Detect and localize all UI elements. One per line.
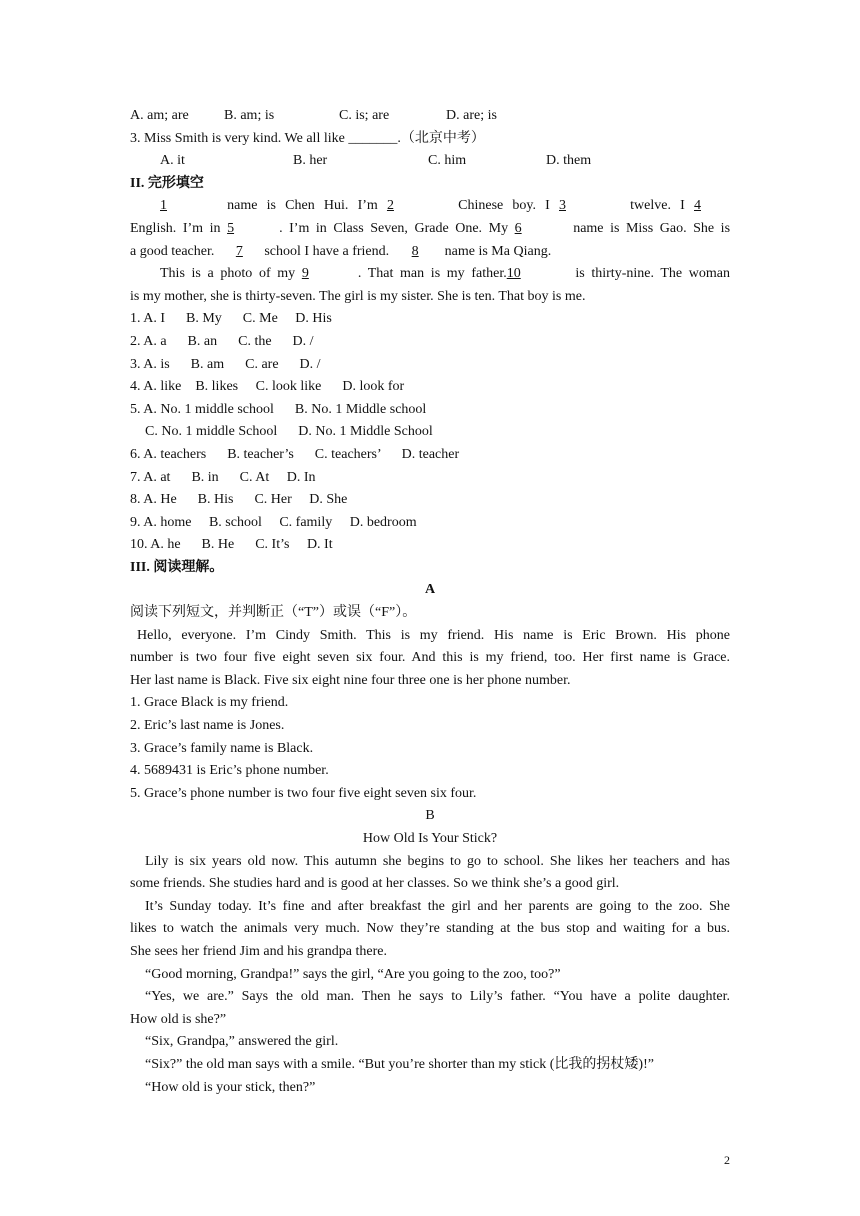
reading-a-question: 1. Grace Black is my friend.: [130, 695, 289, 711]
cloze-p1-line1: [130, 195, 730, 218]
reading-b-text-line: How old is she?”: [130, 1011, 227, 1027]
cloze-option-row: 2. A. a B. an C. the D. /: [130, 333, 314, 349]
cloze-option-row: C. No. 1 middle School D. No. 1 Middle School: [145, 424, 433, 440]
reading-a-question: 2. Eric’s last name is Jones.: [130, 718, 285, 734]
reading-b-title: How Old Is Your Stick?: [362, 831, 498, 846]
q2-option-a: A. am; are: [130, 108, 189, 123]
q3-stem: 3. Miss Smith is very kind. We all like _______.（北京中考）: [130, 130, 485, 146]
cloze-text: twelve. I: [630, 198, 685, 214]
q2-option-b: B. am; is: [224, 108, 275, 123]
reading-b-text-line: Lily is six years old now. This autumn she begins to go to school. She likes her teachers and has: [145, 853, 730, 869]
reading-a-label: A: [424, 582, 436, 598]
cloze-option-row: 10. A. he B. He C. It’s D. It: [130, 537, 333, 553]
cloze-text: name is Ma Qiang.: [444, 243, 552, 259]
q3-option-d: D. them: [546, 153, 592, 169]
cloze-heading: II. 完形填空: [130, 175, 204, 191]
reading-a-text-line: Her last name is Black. Five six eight nine four three one is her phone number.: [130, 672, 571, 688]
cloze-blank-10: 10: [506, 266, 521, 282]
cloze-blank-6: 6: [514, 220, 522, 236]
cloze-text: a good teacher.: [130, 243, 215, 259]
cloze-text: This is a photo of my: [160, 266, 296, 282]
q2-option-c: C. is; are: [339, 108, 390, 123]
cloze-option-row: 9. A. home B. school C. family D. bedroom: [130, 514, 417, 530]
reading-b-text-line: likes to watch the animals very much. Now they’re standing at the bus stop and waiting for a bus.: [130, 921, 730, 937]
reading-b-text-line: “Yes, we are.” Says the old man. Then he says to Lily’s father. “You have a polite daughter.: [145, 989, 730, 1005]
cloze-option-row: 8. A. He B. His C. Her D. She: [130, 492, 348, 508]
reading-a-text-line: Hello, everyone. I’m Cindy Smith. This is my friend. His name is Eric Brown. His phone: [137, 627, 730, 643]
q3-option-a: A. it: [160, 153, 185, 169]
cloze-text: Chinese boy. I: [458, 198, 550, 214]
cloze-option-row: 6. A. teachers B. teacher’s C. teachers’ D. teacher: [130, 446, 460, 462]
reading-a-question: 3. Grace’s family name is Black.: [130, 740, 314, 756]
reading-b-label: B: [425, 808, 435, 824]
cloze-blank-3: 3: [559, 198, 566, 214]
reading-a-question: 4. 5689431 is Eric’s phone number.: [130, 763, 329, 779]
reading-b-text-line: “Good morning, Grandpa!” says the girl, “Are you going to the zoo, too?”: [145, 966, 561, 982]
cloze-text: name is Miss Gao. She is: [573, 220, 730, 236]
cloze-text: name is Chen Hui. I’m: [227, 198, 378, 214]
cloze-option-row: 5. A. No. 1 middle school B. No. 1 Middle school: [130, 401, 427, 417]
q3-option-b: B. her: [293, 153, 328, 169]
cloze-blank-1: 1: [160, 198, 167, 214]
cloze-option-row: 4. A. like B. likes C. look like D. look for: [130, 379, 405, 395]
cloze-blank-4: 4: [694, 198, 701, 214]
cloze-p1-line2: [130, 218, 730, 241]
reading-b-text-line: “How old is your stick, then?”: [145, 1079, 316, 1095]
reading-b-text-line: She sees her friend Jim and his grandpa there.: [130, 943, 387, 959]
cloze-option-row: 7. A. at B. in C. At D. In: [130, 469, 316, 485]
q3-option-c: C. him: [428, 153, 467, 169]
reading-b-text-line: “Six, Grandpa,” answered the girl.: [145, 1034, 339, 1050]
q3-options: [130, 150, 730, 173]
reading-a-question: 5. Grace’s phone number is two four five eight seven six four.: [130, 785, 477, 801]
cloze-text: English. I’m in: [130, 220, 221, 236]
cloze-text: . That man is my father.: [357, 266, 507, 282]
reading-b-text-line: some friends. She studies hard and is good at her classes. So we think she’s a good girl.: [130, 876, 620, 892]
reading-b-text-line: “Six?” the old man says with a smile. “But you’re shorter than my stick (比我的拐杖矮)!”: [145, 1056, 654, 1072]
cloze-blank-7: 7: [235, 243, 243, 259]
cloze-p2-line1: [130, 263, 730, 286]
reading-heading: III. 阅读理解。: [130, 559, 224, 575]
document-page: [130, 105, 730, 1099]
q2-options: [130, 105, 730, 128]
reading-a-instruction: 阅读下列短文，并判断正（“T”）或误（“F”）。: [130, 605, 417, 621]
cloze-text: school I have a friend.: [264, 243, 390, 259]
page-number: 2: [724, 1153, 730, 1167]
cloze-option-row: 1. A. I B. My C. Me D. His: [130, 311, 332, 327]
reading-b-passage: [130, 851, 730, 1100]
cloze-p2-line2: is my mother, she is thirty-seven. The girl is my sister. She is ten. That boy is me.: [130, 288, 586, 304]
reading-b-text-line: It’s Sunday today. It’s fine and after breakfast the girl and her parents are going to the zoo. She: [145, 898, 730, 914]
q2-option-d: D. are; is: [446, 108, 497, 123]
cloze-p1-line3: [130, 241, 730, 264]
cloze-text: . I’m in Class Seven, Grade One. My: [279, 220, 509, 236]
cloze-text: is thirty-nine. The woman: [575, 266, 730, 282]
cloze-blank-8: 8: [411, 243, 419, 259]
reading-a-text-line: number is two four five eight seven six four. And this is my friend, too. Her first name is Grace.: [130, 650, 730, 666]
cloze-blank-5: 5: [227, 220, 235, 236]
cloze-option-row: 3. A. is B. am C. are D. /: [130, 356, 321, 372]
cloze-options: [130, 308, 730, 557]
cloze-blank-9: 9: [301, 266, 309, 282]
cloze-blank-2: 2: [386, 198, 394, 214]
